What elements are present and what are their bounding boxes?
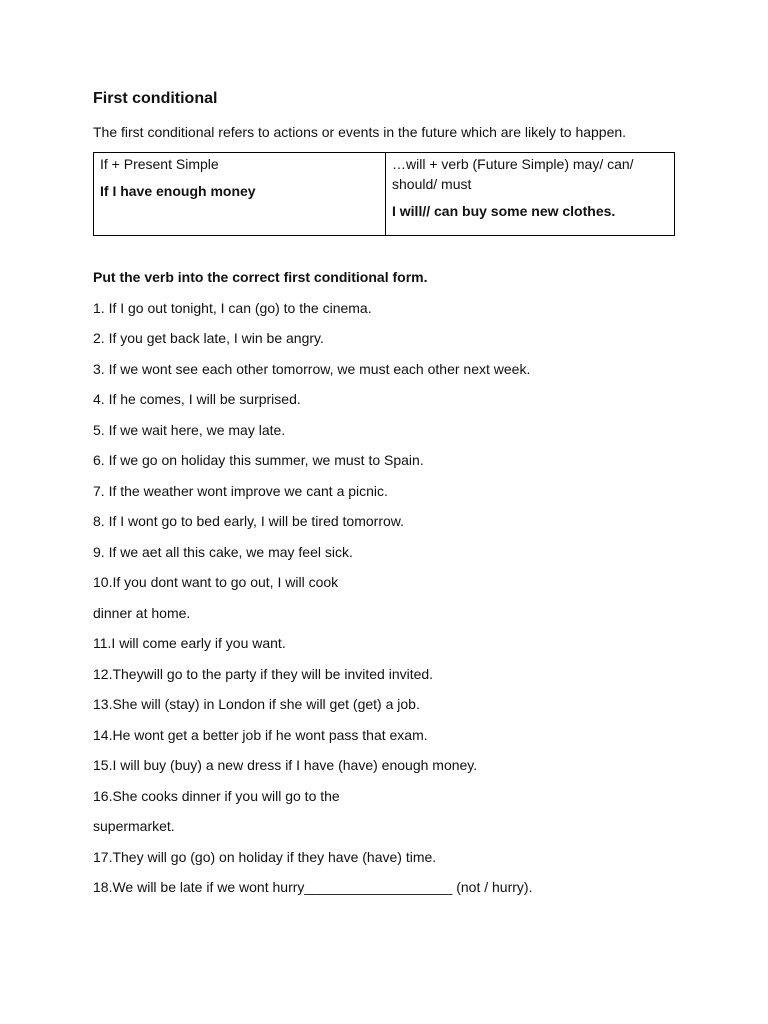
exercise-item: 5. If we wait here, we may late. bbox=[93, 421, 286, 438]
main-clause-header: …will + verb (Future Simple) may/ can/ should/ must bbox=[392, 156, 634, 192]
page-title: First conditional bbox=[93, 90, 218, 107]
exercise-item: 13.She will (stay) in London if she will get (get) a job. bbox=[93, 696, 420, 712]
main-clause-cell bbox=[386, 153, 675, 236]
exercise-item: 2. If you get back late, I win be angry. bbox=[93, 330, 324, 346]
exercise-item: 15.I will buy (buy) a new dress if I have (have) enough money. bbox=[93, 757, 478, 773]
exercise-item: 8. If I wont go to bed early, I will be tired tomorrow. bbox=[93, 513, 404, 529]
if-clause-header: If + Present Simple bbox=[100, 156, 219, 172]
intro-paragraph: The first conditional refers to actions or events in the future which are likely to happen. bbox=[93, 124, 627, 140]
exercise-item: 1. If I go out tonight, I can (go) to the cinema. bbox=[93, 299, 372, 316]
exercise-item: 4. If he comes, I will be surprised. bbox=[93, 391, 301, 407]
exercise-item: 16.She cooks dinner if you will go to the bbox=[93, 787, 340, 804]
exercise-item: 14.He wont get a better job if he wont pass that exam. bbox=[93, 726, 428, 743]
exercise-item: 9. If we aet all this cake, we may feel sick. bbox=[93, 543, 353, 560]
rule-table bbox=[93, 152, 675, 236]
if-clause-example: If I have enough money bbox=[100, 183, 256, 199]
exercise-item: 7. If the weather wont improve we cant a picnic. bbox=[93, 482, 388, 499]
rule-table-row bbox=[94, 153, 675, 236]
exercise-item: 11.I will come early if you want. bbox=[93, 635, 286, 651]
exercise-item: supermarket. bbox=[93, 818, 175, 834]
exercise-item: 3. If we wont see each other tomorrow, we must each other next week. bbox=[93, 360, 531, 377]
exercise-item: 18.We will be late if we wont hurry___________________ (not / hurry). bbox=[93, 879, 533, 895]
main-clause-example: I will// can buy some new clothes. bbox=[392, 203, 616, 219]
if-clause-cell bbox=[94, 153, 386, 236]
exercise-item: 17.They will go (go) on holiday if they have (have) time. bbox=[93, 848, 437, 865]
exercise-item: 6. If we go on holiday this summer, we must to Spain. bbox=[93, 452, 424, 468]
exercise-instruction: Put the verb into the correct first conditional form. bbox=[93, 269, 428, 285]
exercise-list bbox=[93, 298, 675, 898]
exercise-item: 10.If you dont want to go out, I will cook bbox=[93, 574, 339, 590]
exercise-item: 12.Theywill go to the party if they will be invited invited. bbox=[93, 665, 434, 682]
worksheet-page bbox=[93, 86, 675, 897]
exercise-item: dinner at home. bbox=[93, 604, 191, 621]
